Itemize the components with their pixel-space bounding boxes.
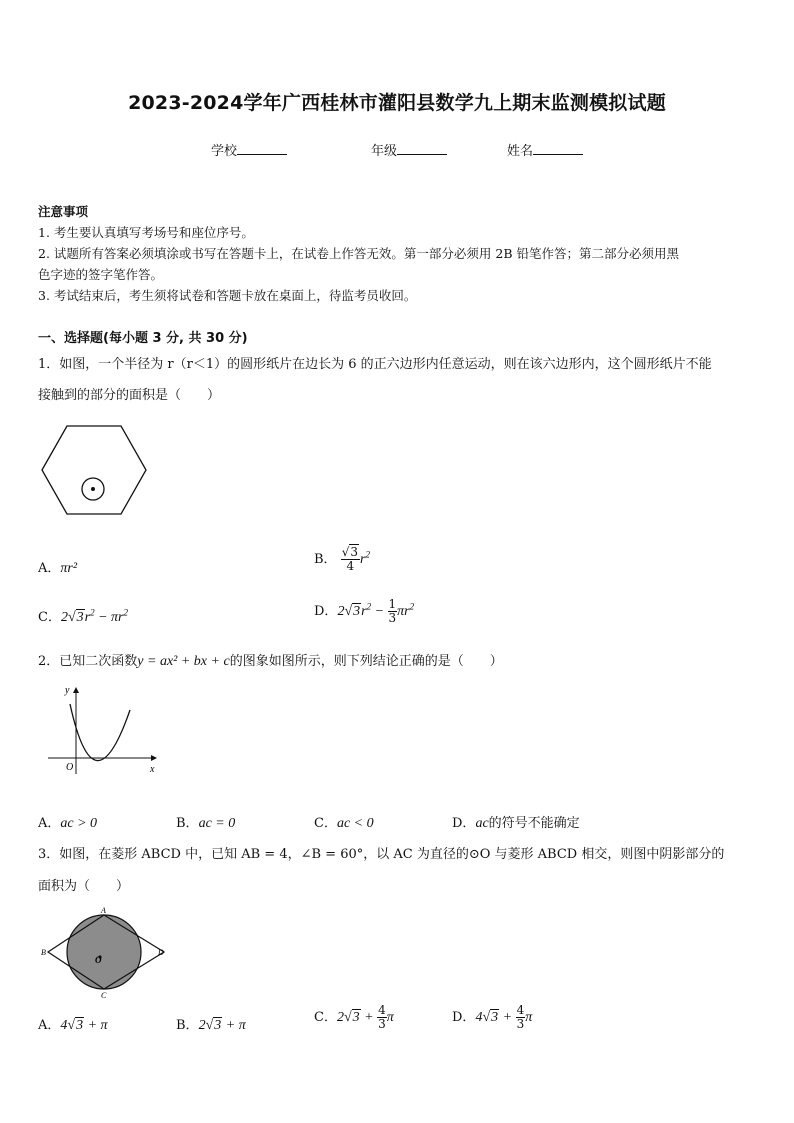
option-d-math: $2√3r^2$ − xyxy=(337,601,388,619)
note-item: 3. 考试结束后，考生须将试卷和答题卡放在桌面上，待监考员收回。 xyxy=(38,288,417,303)
name-field xyxy=(507,140,583,159)
option-b-math: 2√3 + π xyxy=(198,1018,246,1033)
school-label: 学校 xyxy=(211,144,238,159)
q2-option-d[interactable] xyxy=(452,812,580,832)
option-c-math: $2√3r^2 - \pi r^2$ xyxy=(60,607,129,625)
q3-option-c[interactable]: C．2√3 + $\frac{4}{3}$ π xyxy=(314,1003,394,1031)
page-title: 2023-2024学年广西桂林市灌阳县数学九上期末监测模拟试题 xyxy=(128,92,666,114)
q3-option-d[interactable]: D．4√3 + $\frac{4}{3}$ π xyxy=(452,1003,533,1031)
circle-o-shaded xyxy=(67,915,141,989)
option-label: A． xyxy=(38,1018,61,1033)
option-d-text: 的符号不能确定 xyxy=(488,816,580,831)
option-label: C． xyxy=(314,1010,337,1025)
axis-x-label: x xyxy=(150,764,155,775)
axis-y-label: y xyxy=(65,685,70,696)
option-label: A． xyxy=(38,561,61,576)
option-label: C． xyxy=(314,816,337,831)
point-a-label: A xyxy=(101,906,106,915)
option-label: B． xyxy=(176,816,199,831)
option-label: A． xyxy=(38,816,61,831)
question-1-text-cont: 接触到的部分的面积是（ ） xyxy=(38,388,221,403)
hexagon-figure xyxy=(40,424,150,520)
option-label: D． xyxy=(452,816,476,831)
option-label: C． xyxy=(38,610,61,625)
option-a-math: 4√3 + π xyxy=(60,1018,108,1033)
option-a-text: ac > 0 xyxy=(60,816,98,831)
school-field xyxy=(211,140,287,159)
name-blank xyxy=(533,142,583,155)
option-b-text: ac = 0 xyxy=(198,816,236,831)
point-b-label: B xyxy=(41,948,46,957)
option-label: B． xyxy=(176,1018,199,1033)
q2-suffix: 的图象如图所示，则下列结论正确的是（ ） xyxy=(229,654,503,669)
point-c-label: C xyxy=(101,991,107,999)
grade-blank xyxy=(397,142,447,155)
point-d-label: D xyxy=(158,948,164,957)
q3-option-a[interactable] xyxy=(38,1014,108,1034)
q1-option-b[interactable]: B． $\frac{√3}{4}$ $r^2$ xyxy=(314,545,370,573)
rhombus-circle-figure xyxy=(38,905,170,999)
question-1-text: 1．如图，一个半径为 r（r＜1）的圆形纸片在边长为 6 的正六边形内任意运动，则在该六边形内，这个圆形纸片不能 xyxy=(38,357,712,372)
q2-option-c[interactable] xyxy=(314,812,374,832)
q2-function: y = ax² + bx + c xyxy=(137,654,230,669)
note-item: 1. 考生要认真填写考场号和座位序号。 xyxy=(38,225,254,240)
q2-option-a[interactable] xyxy=(38,812,97,832)
option-label: D． xyxy=(314,604,338,619)
notes-heading: 注意事项 xyxy=(38,204,89,219)
section-heading: 一、选择题(每小题 3 分, 共 30 分) xyxy=(38,331,248,346)
hexagon-shape xyxy=(42,426,146,514)
question-3-text: 3．如图，在菱形 ABCD 中，已知 AB = 4，∠B = 60°，以 AC 为直径的⊙O 与菱形 ABCD 相交，则图中阴影部分的 xyxy=(38,847,725,862)
parabola-figure xyxy=(44,682,164,778)
question-3-text-cont: 面积为（ ） xyxy=(38,879,130,894)
option-c-text: ac < 0 xyxy=(336,816,374,831)
q2-prefix: 2．已知二次函数 xyxy=(38,654,138,669)
q1-option-d[interactable]: D．$2√3r^2$ − $\frac{1}{3}$ $\pi r^2$ xyxy=(314,597,415,625)
note-item: 色字迹的签字笔作答。 xyxy=(38,267,164,282)
q1-option-a[interactable] xyxy=(38,557,77,577)
option-label: B． xyxy=(314,552,337,567)
note-item: 2. 试题所有答案必须填涂或书写在答题卡上，在试卷上作答无效。第一部分必须用 2B 铅笔作答；第二部分必须用黑 xyxy=(38,246,679,261)
point-o-label: O xyxy=(95,955,102,965)
origin-label: O xyxy=(66,762,74,773)
grade-field xyxy=(371,140,447,159)
option-d-math: ac xyxy=(475,816,489,831)
q1-option-c[interactable] xyxy=(38,606,128,626)
q2-option-b[interactable] xyxy=(176,812,235,832)
name-label: 姓名 xyxy=(507,144,534,159)
option-a-text: πr² xyxy=(60,561,78,576)
school-blank xyxy=(237,142,287,155)
parabola-curve xyxy=(70,704,130,761)
circle-center-dot xyxy=(91,487,95,491)
q3-option-b[interactable] xyxy=(176,1014,246,1034)
option-label: D． xyxy=(452,1010,476,1025)
option-b-fraction: $\frac{√3}{4}$ xyxy=(341,545,358,573)
question-2-text xyxy=(38,650,503,670)
grade-label: 年级 xyxy=(371,144,398,159)
